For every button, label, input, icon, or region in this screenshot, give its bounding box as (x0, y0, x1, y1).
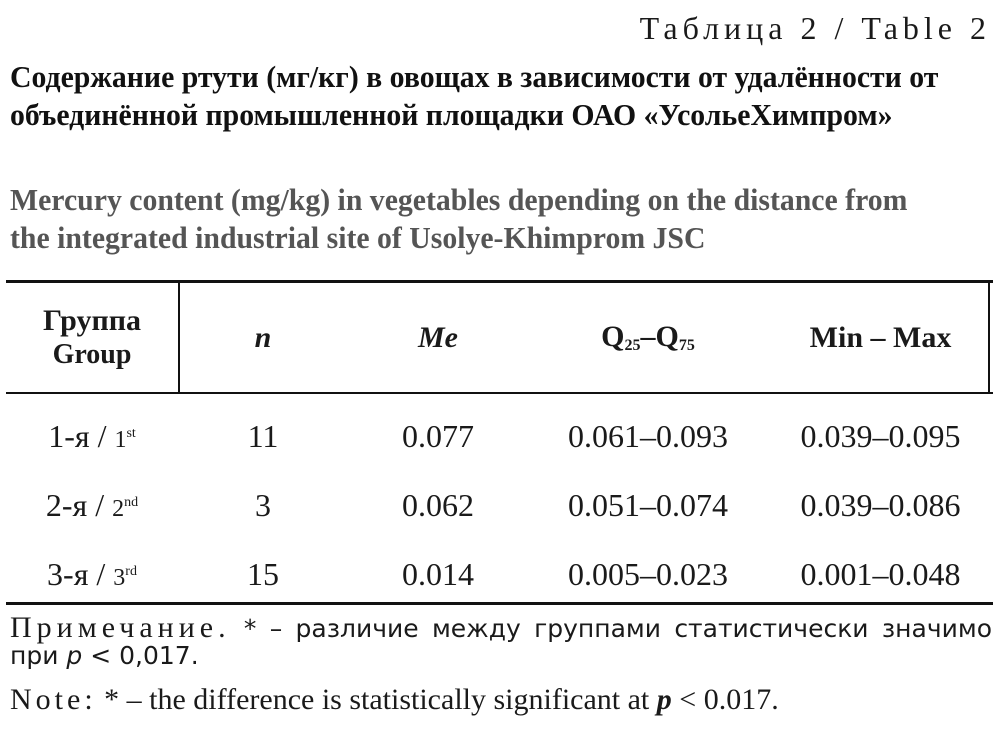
header-quartiles: $Q_{25}-Q_{75}$ (601, 320, 695, 354)
table-label: Таблица 2 / Table 2 (639, 10, 991, 46)
table-row (6, 471, 993, 540)
header-group-en: Group (52, 338, 132, 370)
cell-group: 1-я / 1st (48, 418, 136, 454)
cell-minmax: 0.039–0.095 (800, 418, 961, 454)
note-label-en: Note: (10, 683, 97, 716)
header-n: n (254, 320, 272, 354)
cell-group: 2-я / 2nd (45, 487, 139, 523)
header-me: Me (418, 320, 458, 354)
cell-group: 3-я / 3rd (47, 556, 137, 592)
table-row (6, 540, 993, 609)
table-row (6, 392, 993, 471)
header-group-ru: Группа (42, 303, 142, 337)
cell-minmax: 0.001–0.048 (800, 556, 961, 592)
note-russian: Примечание. * – различие между группами статистически значимо при p < 0,017. (10, 611, 992, 670)
cell-minmax: 0.039–0.086 (800, 487, 961, 523)
title-english: Mercury content (mg/kg) in vegetables depending on the distance from the integrated industrial site of Usolye-Khimprom JSC (10, 182, 908, 255)
cell-n: 11 (247, 418, 279, 454)
title-russian: Содержание ртути (мг/кг) в овощах в зависимости от удалённости от объединённой промышленной площадки ОАО «УсольеХимпром» (10, 59, 939, 132)
note-english: Note: * – the difference is statistically significant at p < 0.017. (10, 683, 779, 716)
cell-me: 0.077 (402, 418, 474, 454)
cell-me: 0.062 (402, 487, 474, 523)
note-label-ru: Примечание. (10, 611, 231, 644)
cell-quartiles: 0.051–0.074 (568, 487, 728, 523)
header-group (6, 283, 178, 392)
header-minmax: Min – Max (809, 320, 952, 354)
mercury-table (6, 283, 993, 609)
cell-quartiles: 0.061–0.093 (568, 418, 728, 454)
cell-me: 0.014 (402, 556, 474, 592)
cell-quartiles: 0.005–0.023 (568, 556, 728, 592)
cell-n: 15 (247, 556, 279, 592)
table-header-row (6, 283, 993, 392)
cell-n: 3 (255, 487, 271, 523)
